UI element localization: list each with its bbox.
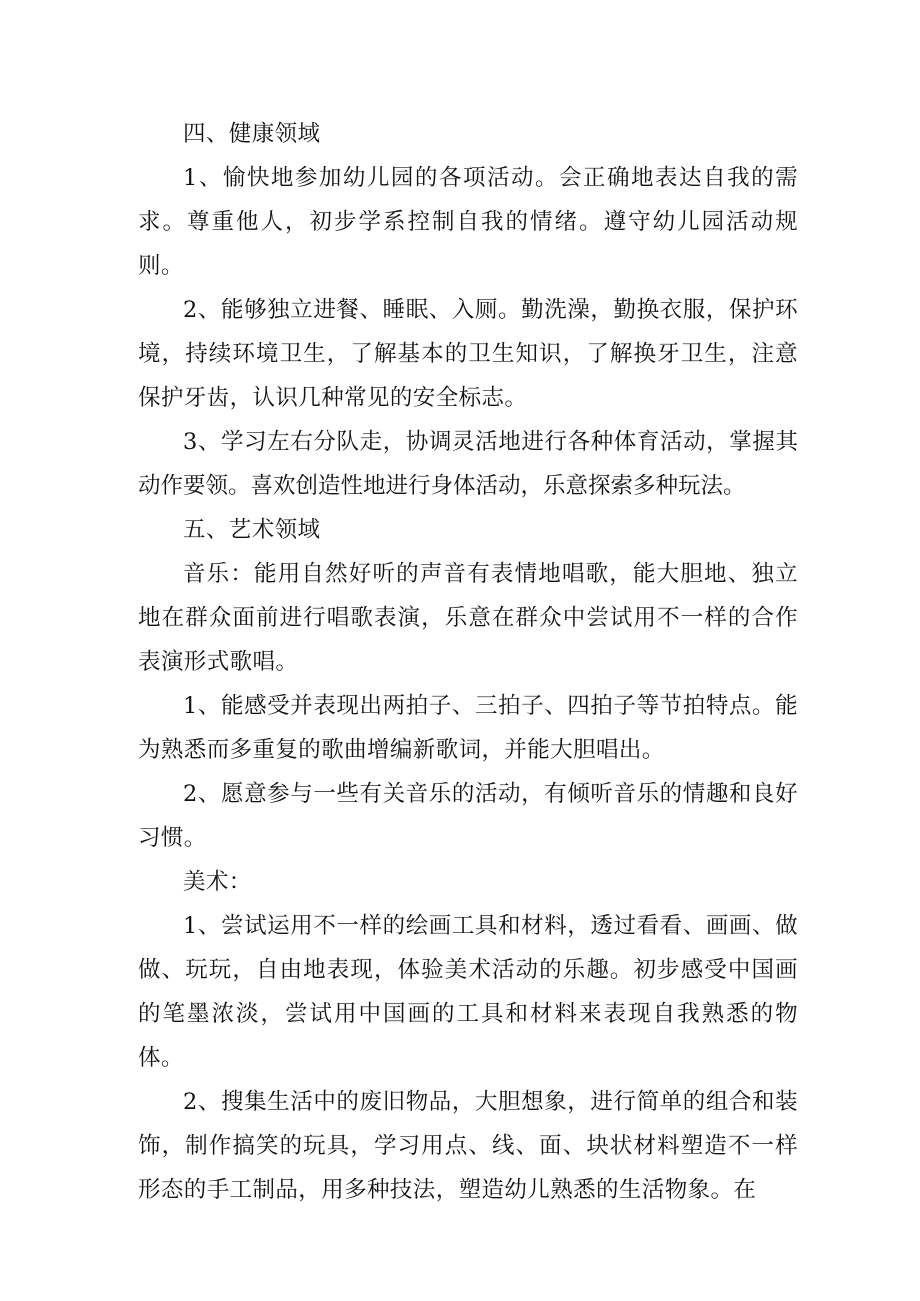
music-intro: 音乐：能用自然好听的声音有表情地唱歌，能大胆地、独立地在群众面前进行唱歌表演，乐意在群众中尝试用不一样的合作表演形式歌唱。 [138,561,798,675]
art-item-1: 1、尝试运用不一样的绘画工具和材料，透过看看、画画、做做、玩玩，自由地表现，体验美术活动的乐趣。初步感受中国画的笔墨浓淡，尝试用中国画的工具和材料来表现自我熟悉的物体。 [138,913,798,1071]
section-heading-health: 四、健康领域 [183,121,321,147]
section-heading-art: 五、艺术领域 [183,517,321,543]
health-item-3: 3、学习左右分队走，协调灵活地进行各种体育活动，掌握其动作要领。喜欢创造性地进行身体活动，乐意探索多种玩法。 [138,429,798,499]
music-item-2: 2、愿意参与一些有关音乐的活动，有倾听音乐的情趣和良好习惯。 [138,781,798,851]
art-item-2: 2、搜集生活中的废旧物品，大胆想象，进行简单的组合和装饰，制作搞笑的玩具，学习用点、线、面、块状材料塑造不一样形态的手工制品，用多种技法，塑造幼儿熟悉的生活物象。在 [138,1089,798,1203]
art-subheading: 美术： [183,869,252,895]
health-item-2: 2、能够独立进餐、睡眠、入厕。勤洗澡，勤换衣服，保护环境，持续环境卫生，了解基本的卫生知识，了解换牙卫生，注意保护牙齿，认识几种常见的安全标志。 [138,297,798,411]
document-page [138,112,798,1212]
health-item-1: 1、愉快地参加幼儿园的各项活动。会正确地表达自我的需求。尊重他人，初步学系控制自我的情绪。遵守幼儿园活动规则。 [138,165,798,279]
music-item-1: 1、能感受并表现出两拍子、三拍子、四拍子等节拍特点。能为熟悉而多重复的歌曲增编新歌词，并能大胆唱出。 [138,693,798,763]
